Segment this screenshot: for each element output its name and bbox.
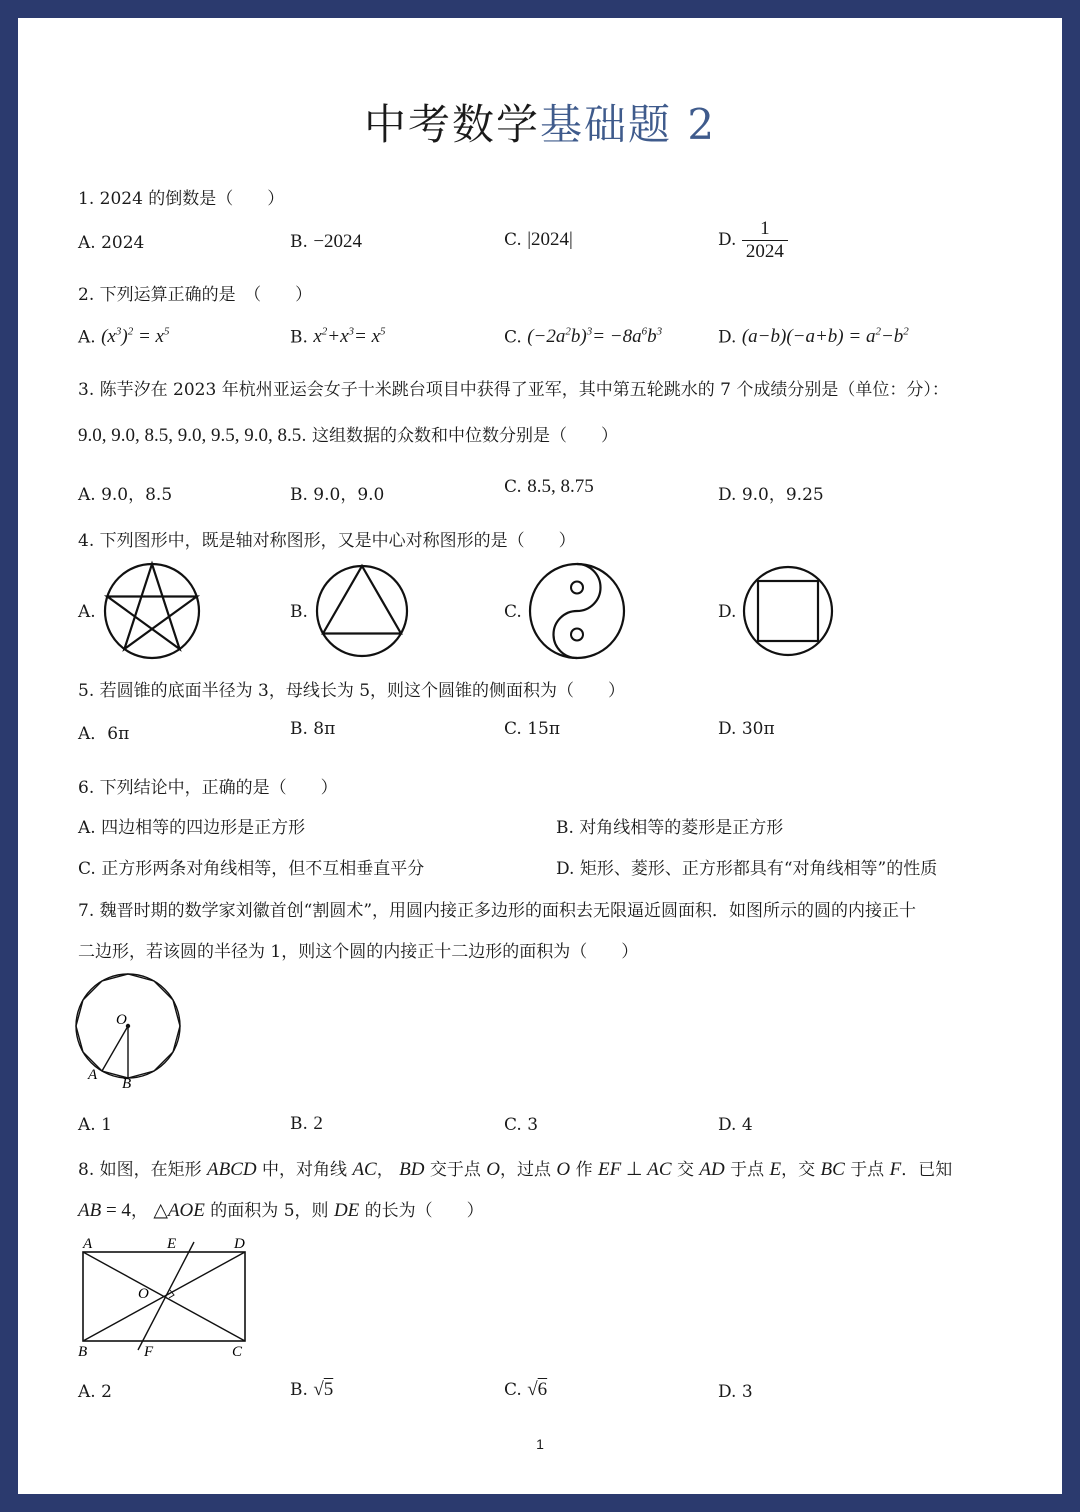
- q7-option-a: A. 1: [78, 1115, 112, 1135]
- q2-stem: 2. 下列运算正确的是 （ ）: [78, 285, 313, 305]
- title-number: 2: [687, 100, 717, 149]
- q2-option-b: B. $x^2+x^3= x^5$: [290, 326, 386, 348]
- q8-figure-rectangle: [78, 1236, 258, 1360]
- q2-option-d: D. $(a-b)(-a+b) = a^2-b^2$: [718, 326, 909, 348]
- q5-stem: 5. 若圆锥的底面半径为 3，母线长为 5，则这个圆锥的侧面积为（ ）: [78, 681, 626, 701]
- q3-stem-line2: 9.0, 9.0, 8.5, 9.0, 9.5, 9.0, 8.5. 这组数据的众数和中位数分别是（ ）: [78, 425, 619, 446]
- q8-stem-line1: 8. 如图，在矩形 ABCD 中，对角线 AC， BD 交于点 O，过点 O 作 EF ⊥ AC 交 AD 于点 E，交 BC 于点 F．已知: [78, 1159, 953, 1180]
- q8-label-d: D: [234, 1236, 245, 1252]
- q7-option-d: D. 4: [718, 1115, 753, 1135]
- q7-stem-line2: 二边形，若该圆的半径为 1，则这个圆的内接正十二边形的面积为（ ）: [78, 942, 639, 962]
- q4-figure-yin-yang: [529, 562, 629, 662]
- q8-label-c: C: [232, 1344, 243, 1360]
- page-title: [18, 92, 1062, 152]
- q4-figure-square-in-circle: [742, 562, 842, 662]
- q7-label-o: O: [116, 1012, 127, 1028]
- q4-figure-star-in-circle: [102, 562, 202, 662]
- q8-label-o: O: [138, 1286, 149, 1302]
- q8-option-b: B. √5: [290, 1379, 334, 1400]
- q5-option-b: B. 8π: [290, 719, 336, 739]
- q2-option-c: C. $(-2a^2b)^3= -8a^6b^3$: [504, 326, 663, 348]
- q8-option-c: C. √6: [504, 1379, 548, 1400]
- q3-option-b: B. 9.0，9.0: [290, 485, 385, 505]
- q8-option-a: A. 2: [78, 1382, 112, 1402]
- q4-option-d: D.: [718, 602, 737, 622]
- q3-option-a: A. 9.0，8.5: [78, 485, 173, 505]
- q5-option-a: A．6π: [78, 724, 130, 744]
- q7-figure-dodecagon: [76, 974, 186, 1094]
- page-number: 1: [536, 1436, 544, 1452]
- title-part1: 中考数学: [363, 100, 540, 149]
- exam-page: [18, 18, 1062, 1494]
- q4-option-c: C.: [504, 602, 522, 622]
- q4-figure-triangle-in-circle: [315, 562, 415, 662]
- q3-stem-line1: 3. 陈芋汐在 2023 年杭州亚运会女子十米跳台项目中获得了亚军，其中第五轮跳水的 7 个成绩分别是（单位：分）：: [78, 380, 949, 400]
- q6-option-a: A. 四边相等的四边形是正方形: [78, 818, 306, 838]
- q5-option-d: D. 30π: [718, 719, 775, 739]
- q8-label-e: E: [167, 1236, 177, 1252]
- q1-option-b: B. −2024: [290, 231, 363, 252]
- q3-option-c: C. 8.5, 8.75: [504, 476, 594, 497]
- q3-option-d: D. 9.0，9.25: [718, 485, 824, 505]
- q8-label-a: A: [83, 1236, 93, 1252]
- q6-option-b: B. 对角线相等的菱形是正方形: [556, 818, 784, 838]
- q7-option-b: B. 2: [290, 1113, 323, 1134]
- q1-option-d: D. $\frac{1}{2024}$: [718, 218, 788, 263]
- q8-label-b: B: [78, 1344, 88, 1360]
- q8-stem-line2: AB = 4， △AOE 的面积为 5，则 DE 的长为（ ）: [78, 1200, 484, 1221]
- title-part2: 基础题: [539, 100, 672, 149]
- q7-option-c: C. 3: [504, 1115, 539, 1135]
- q7-label-b: B: [122, 1076, 132, 1092]
- q1-option-a: A. 2024: [78, 233, 145, 253]
- q1-option-c: C. |2024|: [504, 229, 573, 250]
- q6-option-c: C. 正方形两条对角线相等，但不互相垂直平分: [78, 859, 425, 879]
- q7-stem-line1: 7. 魏晋时期的数学家刘徽首创“割圆术”，用圆内接正多边形的面积去无限逼近圆面积．如图所示的圆的内接正十: [78, 901, 917, 921]
- q5-option-c: C. 15π: [504, 719, 561, 739]
- q6-stem: 6. 下列结论中，正确的是（ ）: [78, 778, 338, 798]
- q4-option-a: A.: [78, 602, 96, 622]
- q4-option-b: B.: [290, 602, 308, 622]
- q7-label-a: A: [88, 1067, 98, 1083]
- q8-option-d: D. 3: [718, 1382, 753, 1402]
- q1-stem: 1. 2024 的倒数是（ ）: [78, 189, 285, 209]
- q6-option-d: D. 矩形、菱形、正方形都具有“对角线相等”的性质: [556, 859, 938, 879]
- q2-option-a: A. $(x^3)^2 = x^5$: [78, 326, 170, 348]
- q8-label-f: F: [144, 1344, 154, 1360]
- q4-stem: 4. 下列图形中，既是轴对称图形，又是中心对称图形的是（ ）: [78, 531, 576, 551]
